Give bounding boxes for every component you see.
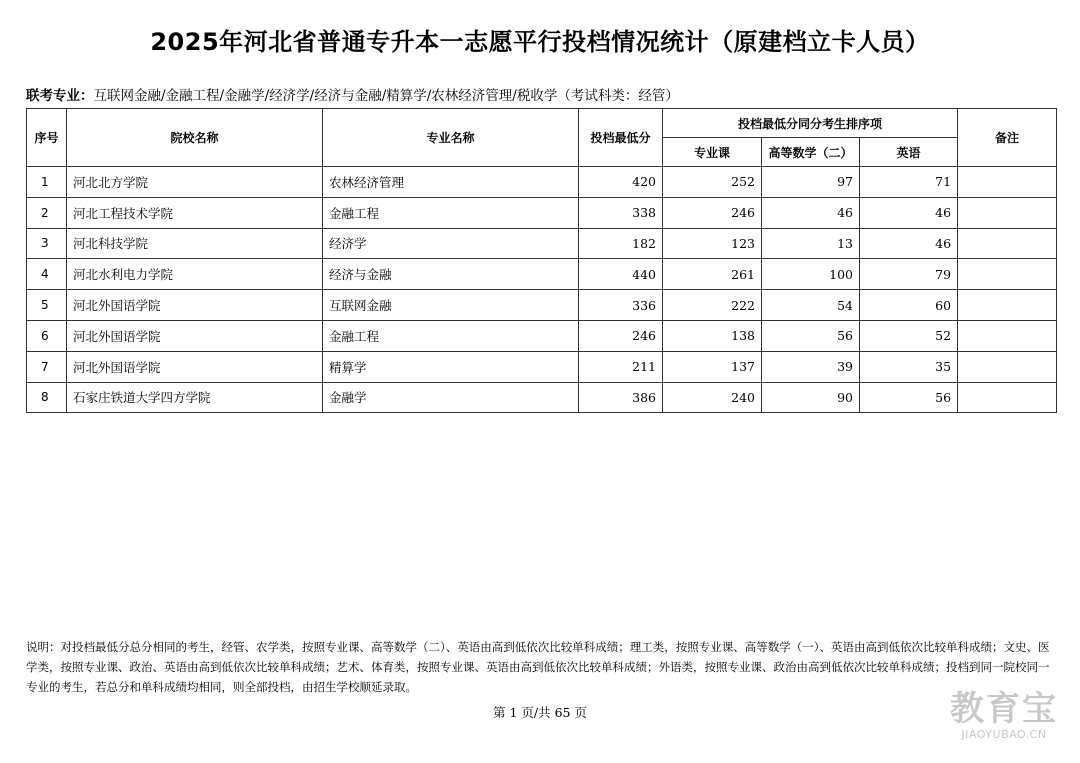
cell-index: 8 [27, 382, 67, 413]
header-school: 院校名称 [67, 109, 323, 167]
explanation-note: 说明：对投档最低分总分相同的考生，经管、农学类，按照专业课、高等数学（二）、英语由高到低依次比较单科成绩；理工类，按照专业课、高等数学（一）、英语由高到低依次比较单科成绩；文史、医学类，按照专业课、政治、英语由高到低依次比较单科成绩；艺术、体育类，按照专业课、英语由高到低依次比较单科成绩；外语类，按照专业课、政治由高到低依次比较单科成绩；投档到同一院校同一专业的考生，若总分和单科成绩均相同，则全部投档，由招生学校顺延录取。 [26, 640, 1050, 694]
cell-major-course: 138 [663, 320, 762, 351]
cell-remark [958, 167, 1057, 198]
header-min-score: 投档最低分 [579, 109, 663, 167]
cell-remark [958, 382, 1057, 413]
cell-english: 71 [860, 167, 958, 198]
cell-index: 6 [27, 320, 67, 351]
header-english: 英语 [860, 138, 958, 167]
cell-math: 54 [762, 290, 860, 321]
cell-remark [958, 197, 1057, 228]
header-math: 高等数学（二） [762, 138, 860, 167]
cell-min-score: 338 [579, 197, 663, 228]
header-tie-group: 投档最低分同分考生排序项 [663, 109, 958, 138]
header-remark: 备注 [958, 109, 1057, 167]
cell-english: 56 [860, 382, 958, 413]
header-major: 专业名称 [323, 109, 579, 167]
cell-major: 金融工程 [323, 197, 579, 228]
cell-school: 河北工程技术学院 [67, 197, 323, 228]
cell-english: 46 [860, 197, 958, 228]
cell-major: 金融学 [323, 382, 579, 413]
cell-school: 河北科技学院 [67, 228, 323, 259]
table-row [27, 290, 1057, 321]
cell-english: 79 [860, 259, 958, 290]
page-title: 2025年河北省普通专升本一志愿平行投档情况统计（原建档立卡人员） [150, 28, 930, 56]
cell-index: 2 [27, 197, 67, 228]
cell-major: 精算学 [323, 351, 579, 382]
table-row [27, 197, 1057, 228]
page-indicator: 第 1 页/共 65 页 [493, 705, 587, 720]
subject-label: 联考专业： [26, 88, 94, 104]
cell-english: 35 [860, 351, 958, 382]
cell-major-course: 222 [663, 290, 762, 321]
cell-min-score: 420 [579, 167, 663, 198]
admission-table-container [26, 108, 1056, 413]
cell-major-course: 261 [663, 259, 762, 290]
cell-remark [958, 259, 1057, 290]
cell-math: 90 [762, 382, 860, 413]
cell-major: 经济学 [323, 228, 579, 259]
watermark-main-text: 教育宝 [950, 689, 1058, 729]
table-row [27, 320, 1057, 351]
subject-line [26, 84, 679, 104]
cell-index: 7 [27, 351, 67, 382]
cell-remark [958, 351, 1057, 382]
cell-major-course: 123 [663, 228, 762, 259]
cell-math: 46 [762, 197, 860, 228]
table-row [27, 351, 1057, 382]
subject-text: 互联网金融/金融工程/金融学/经济学/经济与金融/精算学/农林经济管理/税收学（考试科类：经管） [93, 88, 679, 104]
table-row [27, 228, 1057, 259]
cell-english: 60 [860, 290, 958, 321]
cell-major-course: 137 [663, 351, 762, 382]
cell-math: 13 [762, 228, 860, 259]
header-major-course: 专业课 [663, 138, 762, 167]
cell-school: 河北北方学院 [67, 167, 323, 198]
table-row [27, 167, 1057, 198]
cell-remark [958, 320, 1057, 351]
cell-remark [958, 228, 1057, 259]
cell-min-score: 211 [579, 351, 663, 382]
header-index: 序号 [27, 109, 67, 167]
cell-english: 46 [860, 228, 958, 259]
cell-major-course: 246 [663, 197, 762, 228]
cell-school: 河北外国语学院 [67, 351, 323, 382]
admission-table [26, 108, 1057, 413]
watermark-sub-text: JIAOYUBAO.CN [961, 728, 1047, 741]
table-row [27, 382, 1057, 413]
cell-math: 100 [762, 259, 860, 290]
cell-index: 1 [27, 167, 67, 198]
cell-min-score: 386 [579, 382, 663, 413]
cell-major: 互联网金融 [323, 290, 579, 321]
cell-min-score: 246 [579, 320, 663, 351]
table-row [27, 259, 1057, 290]
cell-major-course: 252 [663, 167, 762, 198]
watermark-logo [950, 690, 1058, 741]
cell-major: 农林经济管理 [323, 167, 579, 198]
cell-school: 石家庄铁道大学四方学院 [67, 382, 323, 413]
cell-school: 河北外国语学院 [67, 320, 323, 351]
cell-min-score: 440 [579, 259, 663, 290]
cell-major: 经济与金融 [323, 259, 579, 290]
cell-remark [958, 290, 1057, 321]
cell-english: 52 [860, 320, 958, 351]
cell-school: 河北水利电力学院 [67, 259, 323, 290]
cell-min-score: 336 [579, 290, 663, 321]
cell-major-course: 240 [663, 382, 762, 413]
cell-math: 39 [762, 351, 860, 382]
cell-min-score: 182 [579, 228, 663, 259]
cell-index: 3 [27, 228, 67, 259]
cell-major: 金融工程 [323, 320, 579, 351]
cell-index: 5 [27, 290, 67, 321]
cell-school: 河北外国语学院 [67, 290, 323, 321]
cell-math: 56 [762, 320, 860, 351]
cell-math: 97 [762, 167, 860, 198]
cell-index: 4 [27, 259, 67, 290]
